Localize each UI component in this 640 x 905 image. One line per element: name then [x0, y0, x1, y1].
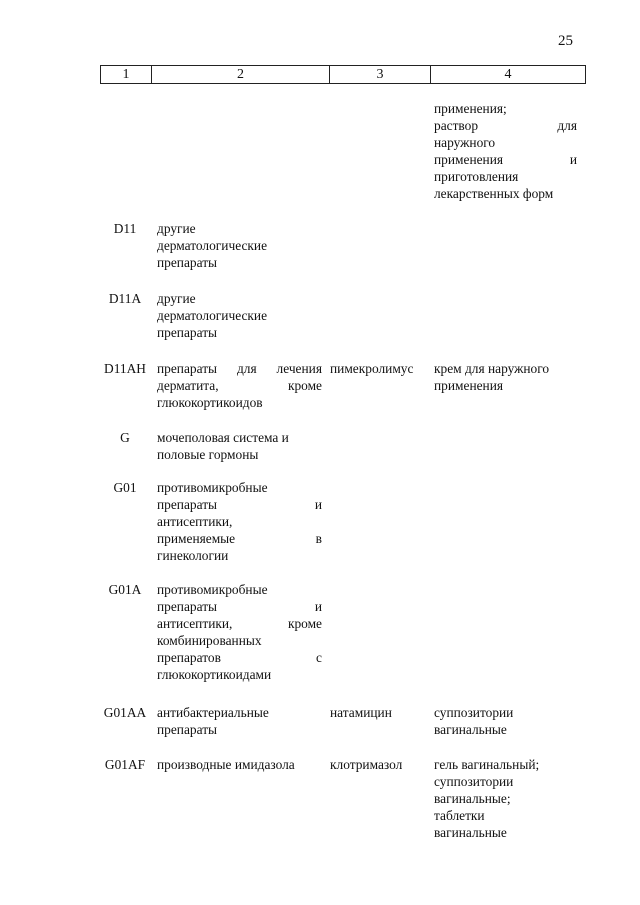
drug-name: натамицин	[330, 705, 392, 720]
atc-code: G01AA	[103, 705, 147, 720]
atc-code: G	[120, 430, 130, 445]
dosage-form: крем для наружного применения	[434, 361, 550, 393]
drug-name: клотримазол	[330, 757, 403, 772]
dosage-form: гель вагинальный; суппозитории вагинальные; таблетки вагинальные	[434, 757, 540, 840]
atc-group-name: противомикробные препараты и антисептики, применяемые в гинекологии	[157, 480, 322, 563]
atc-group-name: препараты для лечения дерматита, кроме глюкокортикоидов	[157, 361, 322, 410]
column-header-3: 3	[330, 66, 431, 84]
dosage-form: суппозитории вагинальные	[434, 705, 514, 737]
form-line: раствор для	[434, 118, 577, 133]
atc-code: D11AH	[104, 361, 146, 376]
atc-group-name: другие дерматологические препараты	[157, 221, 268, 270]
column-header-table	[100, 65, 586, 84]
column-header-4: 4	[431, 66, 586, 84]
column-header-2: 2	[152, 66, 330, 84]
page-number: 25	[558, 33, 573, 49]
continuation-form-cell	[434, 100, 577, 202]
atc-code: G01A	[108, 582, 142, 597]
atc-group-name: производные имидазола	[157, 757, 295, 772]
atc-code: G01AF	[104, 757, 146, 772]
atc-group-name: мочеполовая система и половые гормоны	[157, 430, 289, 462]
atc-code: D11	[113, 221, 137, 236]
atc-group-name: антибактериальные препараты	[157, 705, 269, 737]
column-header-1: 1	[101, 66, 152, 84]
atc-group-name: другие дерматологические препараты	[157, 291, 268, 340]
atc-code: G01	[113, 480, 137, 495]
atc-code: D11A	[108, 291, 142, 306]
form-line: применения и	[434, 152, 577, 167]
atc-group-name: противомикробные препараты и антисептики, кроме комбинированных препаратов с глюкокортикоидами	[157, 582, 322, 682]
drug-name: пимекролимус	[330, 361, 414, 376]
form-line: приготовления	[434, 169, 519, 184]
form-line: наружного	[434, 135, 496, 150]
form-line: применения;	[434, 101, 507, 116]
form-line: лекарственных форм	[434, 186, 554, 201]
